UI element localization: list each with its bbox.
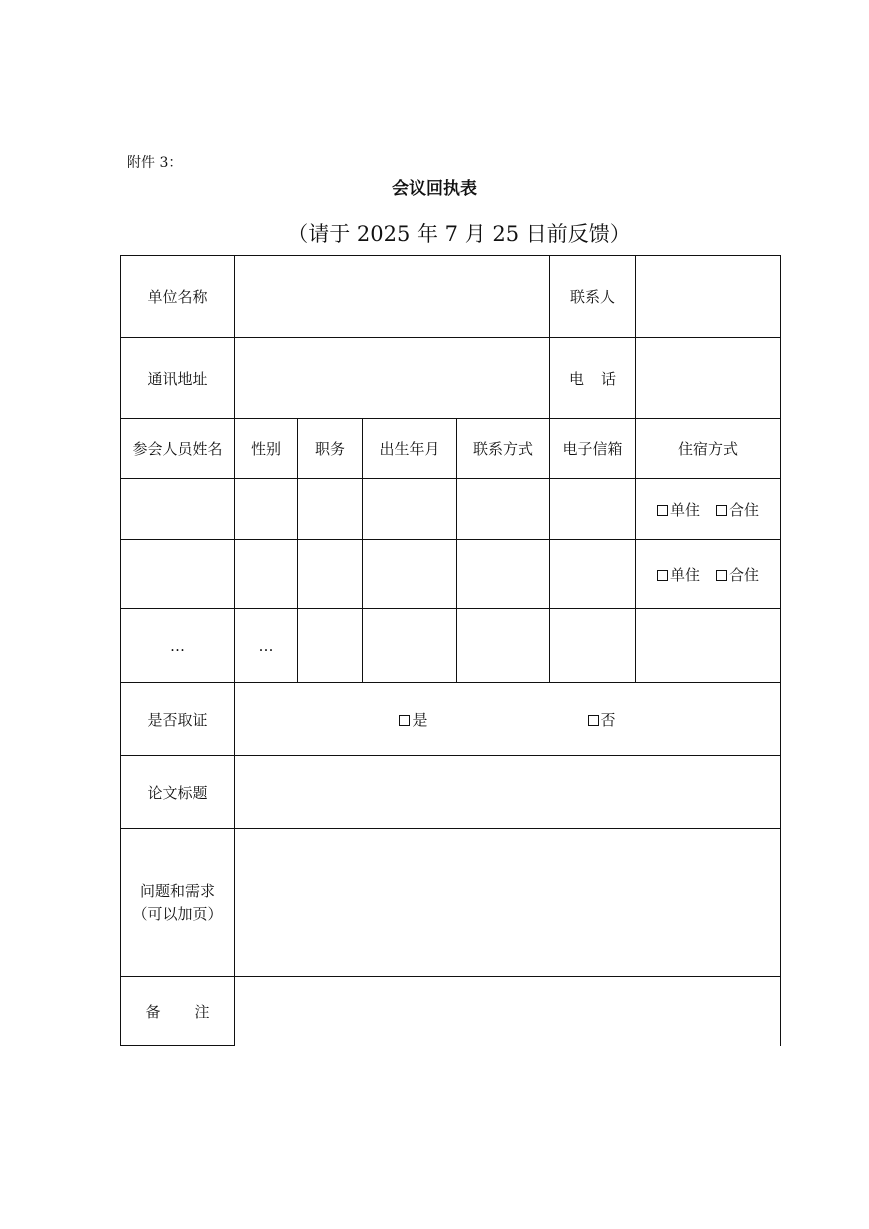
attendee-name-cell[interactable]	[121, 479, 235, 540]
col-birth-date: 出生年月	[363, 419, 457, 479]
contact-person-field[interactable]	[636, 256, 781, 338]
lodging-shared-option[interactable]	[716, 501, 759, 519]
questions-label-line2: （可以加页）	[132, 904, 223, 923]
contact-cell[interactable]	[457, 479, 550, 540]
unit-name-label: 单位名称	[121, 256, 235, 338]
checkbox-icon[interactable]	[716, 570, 727, 581]
questions-label-line1: 问题和需求	[139, 881, 215, 900]
checkbox-icon[interactable]	[716, 505, 727, 516]
position-cell[interactable]	[298, 479, 363, 540]
paper-title-row	[121, 756, 781, 829]
contact-cell[interactable]	[457, 540, 550, 609]
attendee-row-more	[121, 609, 781, 683]
attendee-name-cell[interactable]	[121, 540, 235, 609]
questions-field[interactable]	[235, 829, 781, 977]
gender-cell[interactable]	[235, 540, 298, 609]
position-cell[interactable]	[298, 540, 363, 609]
form-subtitle: （请于 2025 年 7 月 25 日前反馈）	[287, 222, 631, 246]
contact-cell[interactable]	[457, 609, 550, 683]
questions-label	[121, 829, 235, 977]
phone-label	[550, 338, 636, 419]
attendee-header-row	[121, 419, 781, 479]
lodging-cell[interactable]	[636, 609, 781, 683]
email-cell[interactable]	[550, 479, 636, 540]
col-attendee-name: 参会人员姓名	[121, 419, 235, 479]
form-title: 会议回执表	[392, 179, 477, 199]
remarks-field[interactable]	[235, 977, 781, 1046]
birth-date-cell[interactable]	[363, 479, 457, 540]
contact-person-label: 联系人	[550, 256, 636, 338]
unit-row	[121, 256, 781, 338]
ellipsis-cell: …	[235, 609, 298, 683]
phone-label-char2: 话	[601, 369, 617, 388]
receipt-form-table	[120, 255, 781, 1046]
checkbox-icon[interactable]	[657, 505, 668, 516]
phone-field[interactable]	[636, 338, 781, 419]
col-gender: 性别	[235, 419, 298, 479]
certificate-options	[235, 683, 781, 756]
remarks-label	[121, 977, 235, 1046]
checkbox-icon[interactable]	[588, 715, 599, 726]
lodging-shared-option[interactable]	[716, 566, 759, 584]
certificate-no-option[interactable]	[588, 711, 616, 729]
certificate-row	[121, 683, 781, 756]
paper-title-label: 论文标题	[121, 756, 235, 829]
phone-label-char1: 电	[568, 369, 584, 388]
attendee-row	[121, 479, 781, 540]
certificate-no-label: 否	[600, 710, 616, 729]
lodging-shared-label: 合住	[729, 500, 760, 519]
lodging-shared-label: 合住	[729, 565, 760, 584]
col-contact: 联系方式	[457, 419, 550, 479]
col-lodging: 住宿方式	[636, 419, 781, 479]
address-field[interactable]	[235, 338, 550, 419]
lodging-single-label: 单住	[669, 500, 700, 519]
paper-title-field[interactable]	[235, 756, 781, 829]
remarks-row	[121, 977, 781, 1046]
unit-name-field[interactable]	[235, 256, 550, 338]
certificate-label: 是否取证	[121, 683, 235, 756]
certificate-yes-option[interactable]	[399, 711, 427, 729]
attendee-row	[121, 540, 781, 609]
remarks-label-char1: 备	[145, 1002, 161, 1021]
ellipsis-cell: …	[121, 609, 235, 683]
remarks-label-char2: 注	[194, 1002, 210, 1021]
lodging-single-option[interactable]	[657, 501, 700, 519]
email-cell[interactable]	[550, 540, 636, 609]
certificate-yes-label: 是	[412, 710, 428, 729]
email-cell[interactable]	[550, 609, 636, 683]
checkbox-icon[interactable]	[399, 715, 410, 726]
address-label: 通讯地址	[121, 338, 235, 419]
col-position: 职务	[298, 419, 363, 479]
checkbox-icon[interactable]	[657, 570, 668, 581]
attachment-label: 附件 3：	[127, 155, 183, 171]
lodging-cell	[636, 479, 781, 540]
birth-date-cell[interactable]	[363, 540, 457, 609]
lodging-single-label: 单住	[669, 565, 700, 584]
position-cell[interactable]	[298, 609, 363, 683]
lodging-cell	[636, 540, 781, 609]
address-row	[121, 338, 781, 419]
questions-row	[121, 829, 781, 977]
birth-date-cell[interactable]	[363, 609, 457, 683]
lodging-single-option[interactable]	[657, 566, 700, 584]
col-email: 电子信箱	[550, 419, 636, 479]
gender-cell[interactable]	[235, 479, 298, 540]
